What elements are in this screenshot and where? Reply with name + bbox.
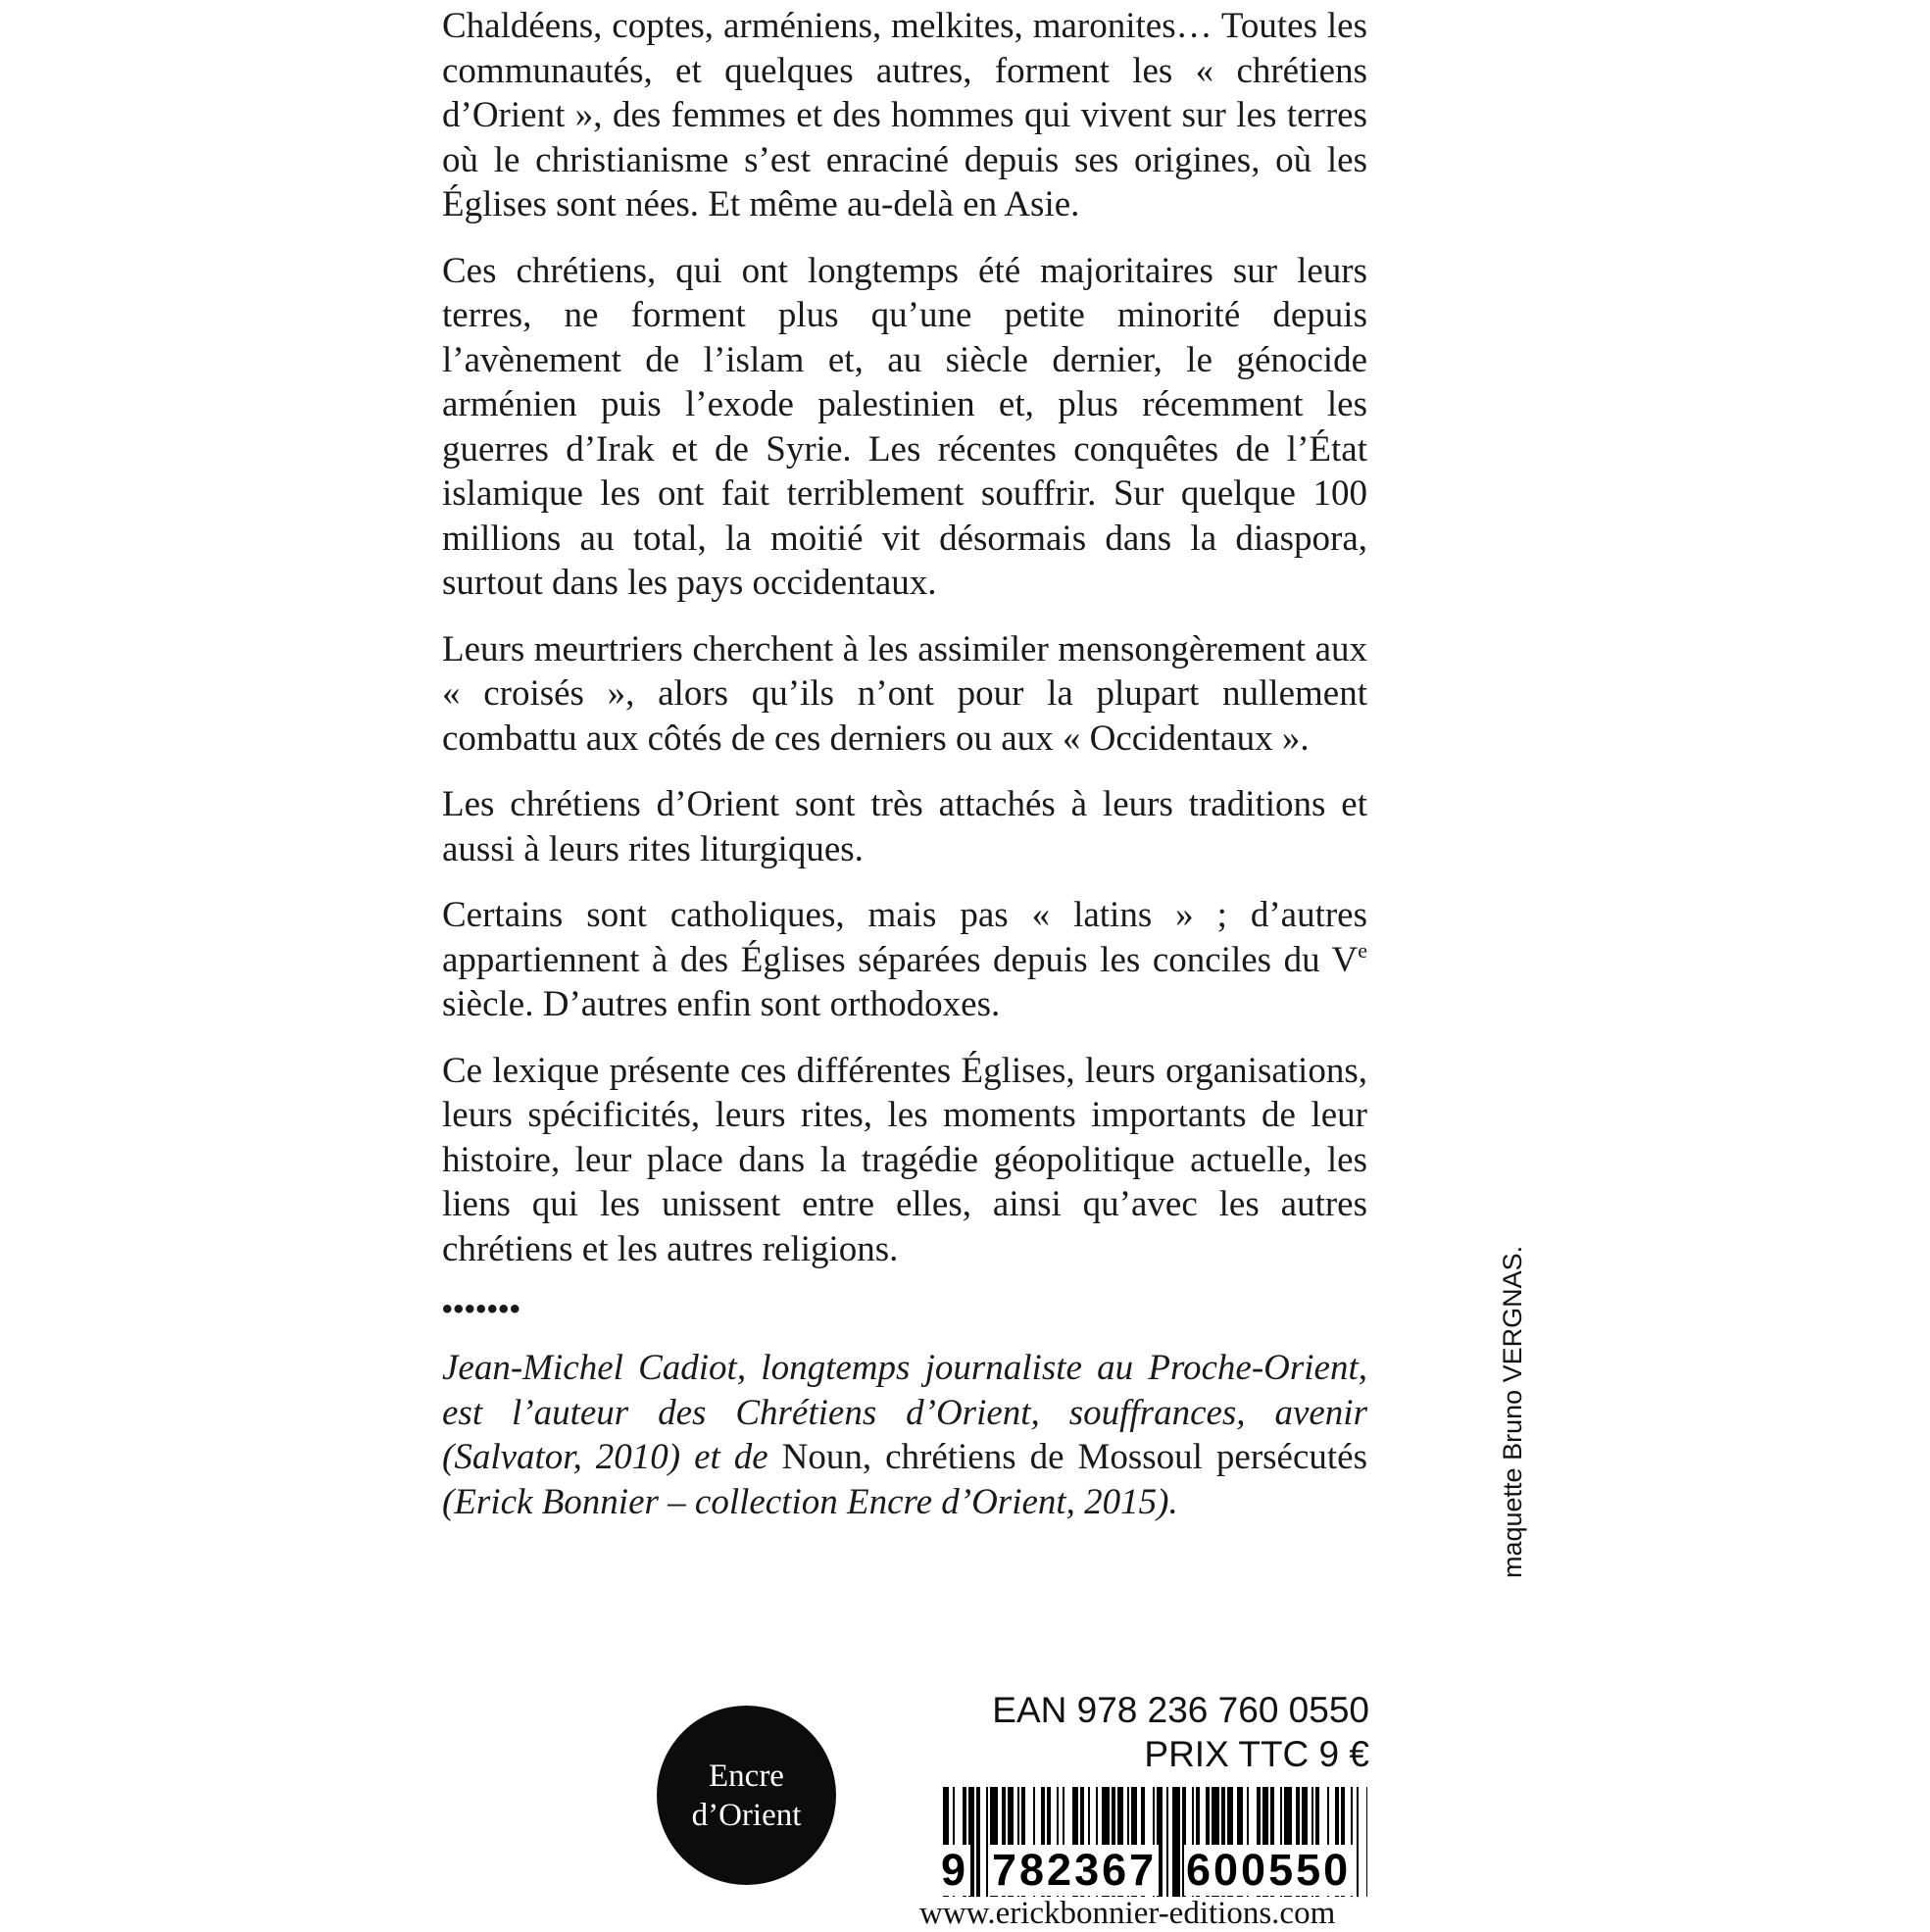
barcode-bar bbox=[1172, 1787, 1180, 1897]
paragraph-4: Les chrétiens d’Orient sont très attachés à leurs traditions et aussi à leurs rites liturgiques. bbox=[442, 784, 1367, 869]
design-credit: maquette Bruno VERGNAS. bbox=[1498, 1245, 1527, 1578]
ean-number: EAN 978 236 760 0550 bbox=[992, 1690, 1369, 1730]
paragraph-6: Ce lexique présente ces différentes Églises, leurs organisations, leurs spécificités, leurs rites, les moments importants de leur histoire, leur place dans la tragédie géopolitique actuelle, les liens qui les unissent entre elles, ainsi qu’avec les autres chrétiens et les autres religions. bbox=[442, 1050, 1367, 1269]
paragraph-5-text: Certains sont catholiques, mais pas « latins » ; d’autres appartiennent à des Églises séparées depuis les conciles du V bbox=[442, 895, 1367, 980]
author-bio-publisher: (Erick Bonnier – collection Encre d’Orient, 2015). bbox=[442, 1481, 1178, 1522]
barcode-bar bbox=[976, 1787, 980, 1897]
paragraph-5-end: siècle. D’autres enfin sont orthodoxes. bbox=[442, 984, 1001, 1024]
paragraph-5 bbox=[442, 893, 1367, 1027]
publisher-website: www.erickbonnier-editions.com bbox=[919, 1896, 1336, 1931]
paragraph-3: Leurs meurtriers cherchent à les assimiler mensongèrement aux « croisés », alors qu’ils n’ont pour la plupart nullement combattu aux côtés de ces derniers ou aux « Occidentaux ». bbox=[442, 628, 1367, 759]
barcode-bar bbox=[1166, 1787, 1168, 1897]
logo-line-1: Encre bbox=[709, 1758, 784, 1794]
superscript-e: e bbox=[1358, 937, 1367, 963]
back-cover-text bbox=[442, 4, 1367, 1524]
logo-line-2: d’Orient bbox=[691, 1797, 802, 1833]
barcode-bar bbox=[1357, 1787, 1359, 1897]
barcode-digit-first: 9 bbox=[941, 1845, 969, 1895]
price: PRIX TTC 9 € bbox=[1144, 1734, 1369, 1774]
paragraph-1: Chaldéens, coptes, arméniens, melkites, maronites… Toutes les communautés, et quelques autres, forment les « chrétiens d’Orient », des femmes et des hommes qui vivent sur les terres où le christianisme s’est enraciné depuis ses origines, où les Églises sont nées. Et même au-delà en Asie. bbox=[442, 6, 1367, 224]
separator-dots: ••••••• bbox=[442, 1293, 521, 1325]
barcode-digits-left: 782367 bbox=[992, 1845, 1158, 1895]
author-bio bbox=[442, 1346, 1367, 1524]
barcode-bar bbox=[1366, 1787, 1367, 1897]
author-bio-title: Noun, chrétiens de Mossoul persécutés bbox=[781, 1437, 1367, 1477]
barcode-digits-right: 600550 bbox=[1186, 1845, 1352, 1895]
isbn-block bbox=[992, 1688, 1369, 1776]
publisher-logo bbox=[657, 1706, 836, 1885]
paragraph-2: Ces chrétiens, qui ont longtemps été majoritaires sur leurs terres, ne forment plus qu’une petite minorité depuis l’avènement de l’islam et, au siècle dernier, le génocide arménien puis l’exode palestinien et, plus récemment les guerres d’Irak et de Syrie. Les récentes conquêtes de l’État islamique les ont fait terriblement souffrir. Sur quelque 100 millions au total, la moitié vit désormais dans la diaspora, surtout dans les pays occidentaux. bbox=[442, 250, 1367, 603]
barcode-bar bbox=[986, 1787, 988, 1897]
author-bio-intro: Jean-Michel Cadiot, longtemps journaliste au Proche-Orient, est l’auteur des Chrétiens d’Orient, souffrances, avenir (Salvator, 2010) et de bbox=[442, 1348, 1367, 1477]
